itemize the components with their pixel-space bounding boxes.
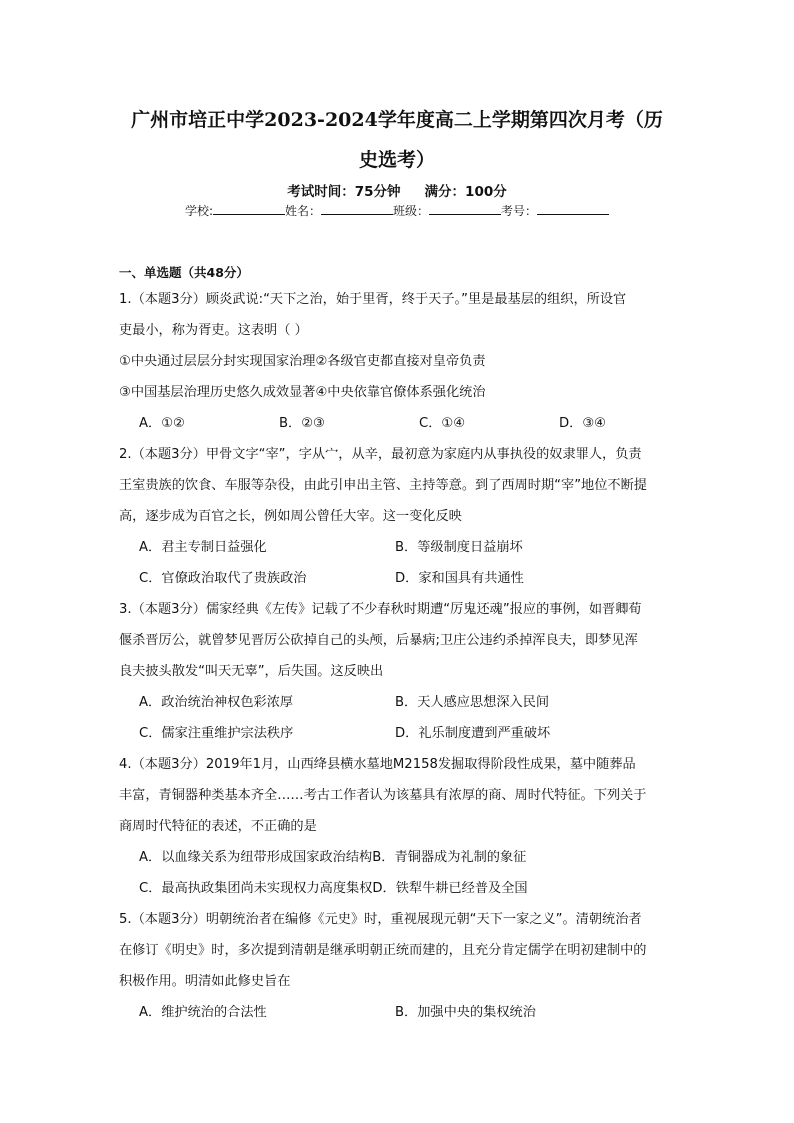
option-d[interactable]: D．家和国具有共通性	[395, 571, 524, 586]
option-c[interactable]: C．①④	[419, 416, 466, 431]
option-b[interactable]: B．②③	[279, 416, 325, 431]
question-text-line: 吏最小，称为胥吏。这表明（ ）	[119, 323, 308, 338]
question-text-line: 良夫披头散发“叫天无辜”，后失国。这反映出	[119, 664, 384, 679]
option-b[interactable]: B．等级制度日益崩坏	[395, 540, 523, 555]
option-d[interactable]: D．礼乐制度遭到严重破坏	[395, 726, 551, 741]
option-d[interactable]: D．铁犁牛耕已经普及全国	[372, 881, 528, 896]
question-text-line: 积极作用。明清如此修史旨在	[119, 974, 291, 989]
option-b[interactable]: B．天人感应思想深入民间	[395, 695, 550, 710]
question-text-line: 3.（本题3分）儒家经典《左传》记载了不少春秋时期遭“厉鬼还魂”报应的事例，如晋卿荀	[119, 602, 642, 617]
question-text-line: 商周时代特征的表述，不正确的是	[119, 819, 317, 834]
option-b[interactable]: B．加强中央的集权统治	[395, 1005, 536, 1020]
option-c[interactable]: C．儒家注重维护宗法秩序	[139, 726, 294, 741]
school-label: 学校:	[184, 204, 213, 218]
question-text-line: 丰富，青铜器种类基本齐全……考古工作者认为该墓具有浓厚的商、周时代特征。下列关于	[119, 788, 647, 803]
option-b[interactable]: B．青铜器成为礼制的象征	[372, 850, 527, 865]
class-label: 班级：	[393, 204, 430, 218]
question-text-line: 5.（本题3分）明朝统治者在编修《元史》时，重视展现元朝“天下一家之义”。清朝统治者	[119, 912, 642, 927]
option-a[interactable]: A．君主专制日益强化	[139, 540, 267, 555]
title-line-1: 广州市培正中学2023-2024学年度高二上学期第四次月考（历	[131, 109, 663, 131]
question-text-line: 2.（本题3分）甲骨文字“宰”，字从宀，从辛，最初意为家庭内从事执役的奴隶罪人，负责	[119, 447, 642, 462]
option-d[interactable]: D．③④	[559, 416, 606, 431]
question-2	[119, 439, 675, 594]
question-text-line: 偃杀晋厉公，就曾梦见晋厉公砍掉自己的头颅，后暴病;卫庄公违约杀掉浑良夫，即梦见浑	[119, 633, 638, 648]
option-row	[119, 842, 675, 873]
option-c[interactable]: C．最高执政集团尚未实现权力高度集权	[139, 881, 373, 896]
option-row	[119, 873, 675, 904]
question-text-line: ①中央通过层层分封实现国家治理②各级官吏都直接对皇帝负责	[119, 354, 486, 369]
section-title: 一、单选题（共48分）	[119, 265, 249, 280]
option-row	[119, 997, 675, 1028]
question-text-line: 1.（本题3分）顾炎武说:“天下之治，始于里胥，终于天子。”里是最基层的组织，所设官	[119, 292, 627, 307]
exam-info	[0, 180, 794, 200]
question-text-line: 4.（本题3分）2019年1月，山西绛县横水墓地M2158发掘取得阶段性成果，墓中随葬品	[119, 757, 636, 772]
name-label: 姓名：	[285, 204, 322, 218]
option-a[interactable]: A．维护统治的合法性	[139, 1005, 267, 1020]
question-5	[119, 904, 675, 1028]
question-4	[119, 749, 675, 904]
number-label: 考号：	[501, 204, 538, 218]
option-a[interactable]: A．以血缘关系为纽带形成国家政治结构	[139, 850, 373, 865]
question-1	[119, 284, 675, 439]
question-body	[119, 262, 675, 1028]
question-text-line: 高，逐步成为百官之长，例如周公曾任大宰。这一变化反映	[119, 509, 462, 524]
option-c[interactable]: C．官僚政治取代了贵族政治	[139, 571, 307, 586]
option-a[interactable]: A．①②	[139, 416, 185, 431]
question-text-line: 在修订《明史》时，多次提到清朝是继承明朝正统而建的，且充分肯定儒学在明初建制中的	[119, 943, 647, 958]
question-text-line: ③中国基层治理历史悠久成效显著④中央依靠官僚体系强化统治	[119, 385, 486, 400]
option-row	[119, 408, 675, 439]
number-blank	[537, 202, 609, 215]
student-info-row	[0, 202, 794, 219]
page-title	[110, 100, 684, 180]
option-row	[119, 687, 675, 718]
question-3	[119, 594, 675, 749]
option-row	[119, 563, 675, 594]
title-line-2: 史选考）	[358, 149, 435, 171]
question-text-line: 王室贵族的饮食、车服等杂役，由此引申出主管、主持等意。到了西周时期“宰”地位不断提	[119, 478, 647, 493]
name-blank	[321, 202, 393, 215]
exam-time: 考试时间：75分钟	[287, 184, 401, 200]
option-row	[119, 718, 675, 749]
school-blank	[213, 202, 285, 215]
full-score: 满分：100分	[424, 184, 507, 200]
option-a[interactable]: A．政治统治神权色彩浓厚	[139, 695, 294, 710]
class-blank	[429, 202, 501, 215]
option-row	[119, 532, 675, 563]
